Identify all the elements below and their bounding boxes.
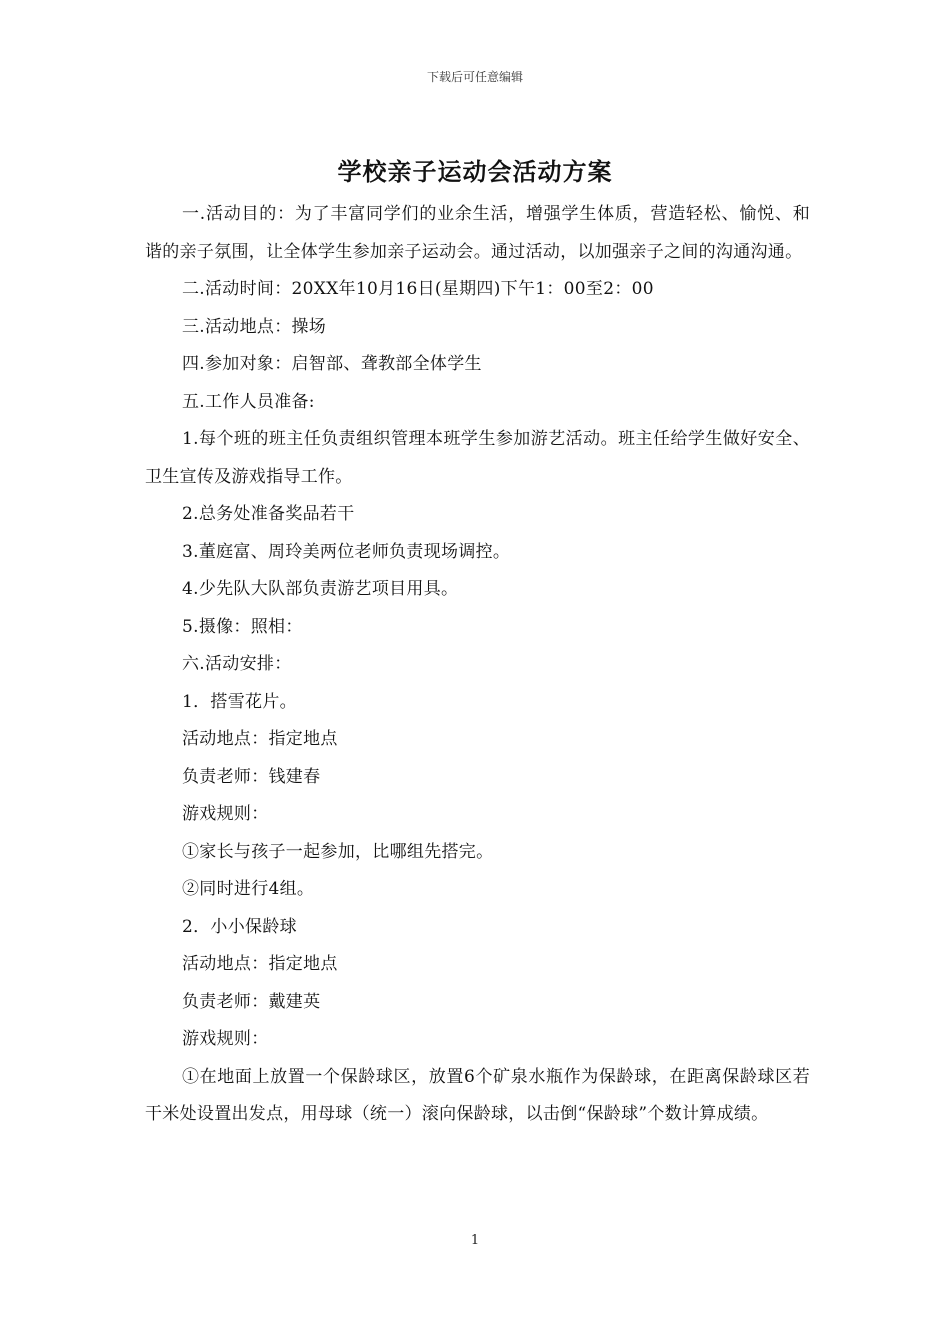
document-body	[145, 196, 810, 1134]
document-title: 学校亲子运动会活动方案	[337, 158, 613, 186]
paragraph-staff-2: 2.总务处准备奖品若干	[182, 504, 355, 524]
paragraph-game1-rule-2: ②同时进行4组。	[182, 879, 315, 899]
paragraph-staff-1: 1.每个班的班主任负责组织管理本班学生参加游艺活动。班主任给学生做好安全、卫生宣传及游戏指导工作。	[145, 429, 810, 487]
paragraph-staff-heading: 五.工作人员准备:	[182, 391, 315, 412]
paragraph-game1-title: 1．搭雪花片。	[182, 691, 297, 712]
paragraph-purpose: 一.活动目的：为了丰富同学们的业余生活，增强学生体质，营造轻松、愉悦、和谐的亲子氛围，让全体学生参加亲子运动会。通过活动，以加强亲子之间的沟通沟通。	[145, 204, 810, 262]
paragraph-staff-3: 3.董庭富、周玲美两位老师负责现场调控。	[182, 541, 511, 562]
paragraph-game1-location: 活动地点：指定地点	[182, 729, 338, 749]
paragraph-game2-rule-1: ①在地面上放置一个保龄球区，放置6个矿泉水瓶作为保龄球，在距离保龄球区若干米处设置出发点，用母球（统一）滚向保龄球，以击倒“保龄球”个数计算成绩。	[145, 1066, 810, 1124]
paragraph-participants: 四.参加对象：启智部、聋教部全体学生	[182, 354, 482, 374]
header-note: 下载后可任意编辑	[426, 70, 523, 84]
paragraph-game2-rules-heading: 游戏规则：	[182, 1029, 269, 1049]
paragraph-game1-rule-1: ①家长与孩子一起参加，比哪组先搭完。	[182, 841, 494, 862]
page-number: 1	[470, 1233, 480, 1248]
paragraph-staff-4: 4.少先队大队部负责游艺项目用具。	[182, 579, 459, 599]
paragraph-game2-location: 活动地点：指定地点	[182, 954, 338, 974]
paragraph-schedule-heading: 六.活动安排：	[182, 654, 292, 674]
paragraph-game2-teacher: 负责老师：戴建英	[182, 991, 321, 1012]
paragraph-location: 三.活动地点：操场	[182, 316, 327, 337]
paragraph-staff-5: 5.摄像：照相：	[182, 616, 303, 637]
paragraph-time: 二.活动时间：20XX年10月16日(星期四)下午1：00至2：00	[182, 279, 654, 299]
paragraph-game1-teacher: 负责老师：钱建春	[182, 766, 321, 787]
paragraph-game2-title: 2．小小保龄球	[182, 916, 297, 937]
paragraph-game1-rules-heading: 游戏规则：	[182, 804, 269, 824]
